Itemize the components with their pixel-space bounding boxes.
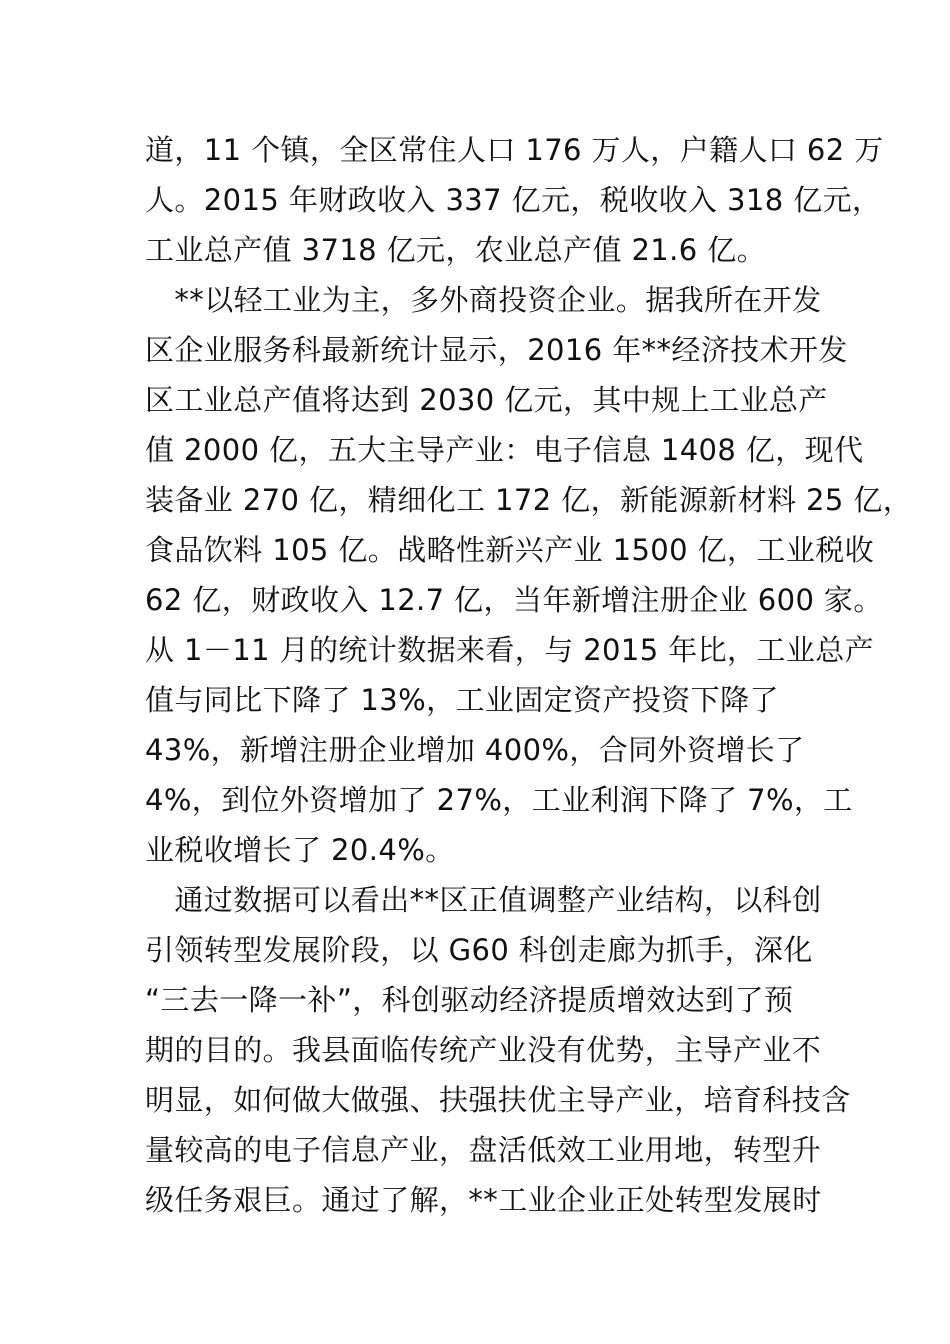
text-line: 43%，新增注册企业增加 400%，合同外资增长了 (145, 733, 805, 767)
text-line: 道，11 个镇，全区常住人口 176 万人，户籍人口 62 万 (145, 133, 884, 167)
text-line: 期的目的。我县面临传统产业没有优势，主导产业不 (145, 1033, 822, 1067)
text-line: “三去一降一补”，科创驱动经济提质增效达到了预 (145, 983, 794, 1017)
text-line: 食品饮料 105 亿。战略性新兴产业 1500 亿，工业税收 (145, 533, 875, 567)
text-line: 值与同比下降了 13%，工业固定资产投资下降了 (145, 683, 779, 717)
text-line: 工业总产值 3718 亿元，农业总产值 21.6 亿。 (145, 233, 767, 267)
text-line: 装备业 270 亿，精细化工 172 亿，新能源新材料 25 亿， (145, 483, 913, 517)
text-line: 业税收增长了 20.4%。 (145, 833, 455, 867)
text-line: 人。2015 年财政收入 337 亿元，税收收入 318 亿元， (145, 183, 882, 217)
text-line: 值 2000 亿，五大主导产业：电子信息 1408 亿，现代 (145, 433, 864, 467)
text-line: 通过数据可以看出**区正值调整产业结构，以科创 (145, 883, 822, 917)
body-text (145, 125, 913, 1225)
text-line: 级任务艰巨。通过了解，**工业企业正处转型发展时 (145, 1183, 822, 1217)
text-line: 引领转型发展阶段，以 G60 科创走廊为抓手，深化 (145, 933, 813, 967)
text-line: 明显，如何做大做强、扶强扶优主导产业，培育科技含 (145, 1083, 851, 1117)
text-line: 区工业总产值将达到 2030 亿元，其中规上工业总产 (145, 383, 828, 417)
text-line: 4%，到位外资增加了 27%，工业利润下降了 7%，工 (145, 783, 853, 817)
text-line: 62 亿，财政收入 12.7 亿，当年新增注册企业 600 家。 (145, 583, 883, 617)
text-line: 从 1－11 月的统计数据来看，与 2015 年比，工业总产 (145, 633, 875, 667)
text-line: **以轻工业为主，多外商投资企业。据我所在开发 (145, 283, 822, 317)
text-line: 区企业服务科最新统计显示，2016 年**经济技术开发 (145, 333, 848, 367)
text-line: 量较高的电子信息产业，盘活低效工业用地，转型升 (145, 1133, 822, 1167)
